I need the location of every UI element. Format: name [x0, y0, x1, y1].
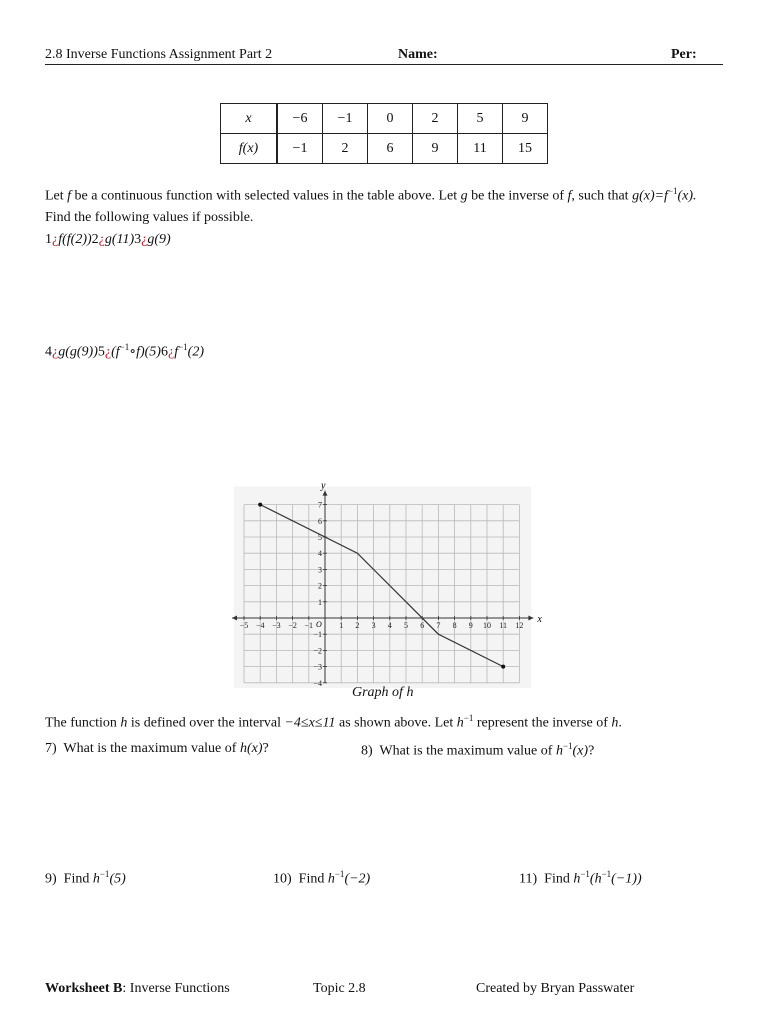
question-sup: −1: [334, 869, 345, 879]
question-text: Find: [544, 871, 574, 887]
question-number: 10): [273, 871, 292, 887]
intro-g: g: [460, 188, 468, 204]
y-axis-label: y: [321, 480, 326, 492]
intro-text: , such that: [571, 188, 633, 204]
problem-marker: ¿: [104, 344, 112, 360]
x-tick-label: 5: [404, 621, 408, 630]
question-text: Find: [298, 871, 328, 887]
intro-paragraph: [45, 181, 725, 228]
x-tick-label: 11: [499, 621, 508, 630]
question-post: (5): [109, 871, 126, 887]
x-tick-label: 1: [339, 621, 344, 630]
x-tick-label: 8: [452, 621, 457, 630]
question-number: 11): [519, 871, 538, 887]
intro-text: be the inverse of: [467, 188, 568, 204]
problem-number: 2: [91, 232, 99, 247]
intro-f: f: [67, 188, 72, 204]
desc-text: .: [618, 715, 622, 731]
question-end: ?: [262, 741, 269, 756]
y-tick-label: 4: [318, 549, 322, 559]
desc-text: as shown above. Let: [335, 715, 457, 731]
question-expr: h: [573, 871, 581, 887]
table-cell: 6: [368, 134, 413, 164]
question-10: [273, 869, 370, 888]
problem-4-expr: g(g(9)): [58, 344, 98, 360]
y-tick-label: 2: [318, 581, 322, 591]
y-tick-label: 1: [318, 597, 322, 607]
values-table: [220, 103, 548, 164]
problem-6-sup: −1: [178, 342, 188, 352]
x-tick-label: −2: [288, 621, 297, 630]
endpoint-dot: [501, 665, 505, 669]
question-end: ?: [588, 743, 595, 759]
question-9: [45, 869, 126, 888]
problem-number: 3: [134, 232, 142, 247]
question-mid: (h: [589, 871, 602, 887]
table-header-fx: f(x): [221, 134, 278, 164]
x-tick-label: −3: [272, 621, 281, 630]
x-tick-label: −4: [255, 621, 265, 630]
y-tick-label: −4: [313, 678, 322, 688]
problem-5-post: ∘f)(5): [129, 344, 161, 360]
desc-h: h: [611, 715, 619, 731]
x-tick-label: 6: [420, 621, 425, 630]
problem-marker: ¿: [52, 232, 59, 247]
function-description: [45, 713, 622, 732]
problem-number: 5: [97, 344, 105, 360]
table-cell: −1: [277, 134, 323, 164]
y-tick-label: −1: [313, 630, 322, 640]
table-cell: 0: [368, 104, 413, 134]
table-cell: −1: [323, 104, 368, 134]
intro-text: be a continuous function with selected values in the table above. Let: [71, 188, 461, 204]
question-post: (x): [572, 743, 589, 759]
desc-h: h: [120, 715, 128, 731]
footer-left: [45, 981, 230, 997]
table-cell: −6: [277, 104, 323, 134]
intro-text: Let: [45, 188, 68, 204]
x-tick-label: 9: [468, 621, 473, 630]
worksheet-title: 2.8 Inverse Functions Assignment Part 2: [45, 47, 273, 62]
desc-interval: −4≤x≤11: [284, 715, 336, 731]
question-number: 8): [361, 743, 373, 759]
problems-row-2: [45, 342, 204, 361]
question-expr: h: [555, 743, 563, 759]
per-label: Per:: [671, 47, 697, 62]
question-expr: h: [327, 871, 335, 887]
intro-gx: g(x)=f: [632, 188, 668, 204]
x-tick-label: 2: [355, 621, 360, 630]
y-tick-label: 6: [318, 516, 322, 526]
question-7: [45, 741, 269, 757]
x-tick-label: 7: [436, 621, 441, 630]
problem-number: 4: [45, 344, 52, 360]
desc-text: The function: [45, 715, 121, 731]
y-tick-label: 5: [318, 533, 322, 542]
desc-hinv: h: [456, 715, 464, 731]
question-sup: −1: [580, 869, 590, 879]
graph-of-h: [228, 478, 544, 688]
endpoint-dot: [258, 503, 262, 507]
question-sup: −1: [562, 741, 573, 751]
x-tick-label: 12: [515, 621, 524, 630]
table-cell: 2: [323, 134, 368, 164]
problem-marker: ¿: [98, 232, 105, 247]
question-sup: −1: [99, 869, 110, 879]
question-8: [361, 741, 594, 760]
footer-center: Topic 2.8: [313, 981, 366, 996]
table-row-fx: [221, 134, 548, 164]
problem-5-expr: (f: [111, 344, 120, 360]
x-tick-label: 3: [371, 621, 376, 630]
problem-number: 6: [160, 344, 168, 360]
footer-rest: : Inverse Functions: [122, 981, 230, 996]
problem-6-expr: f: [174, 344, 179, 360]
y-tick-label: 7: [318, 500, 322, 510]
x-tick-label: 4: [387, 621, 392, 630]
question-11: [519, 869, 642, 888]
question-sup: −1: [601, 869, 612, 879]
problem-marker: ¿: [167, 344, 175, 360]
question-expr: h(x): [239, 741, 263, 756]
table-row-x: [221, 104, 548, 134]
table-cell: 9: [413, 134, 458, 164]
problem-marker: ¿: [52, 344, 59, 360]
question-text: What is the maximum value of: [379, 743, 556, 759]
desc-sup: −1: [463, 713, 474, 723]
problem-5-sup: −1: [119, 342, 130, 352]
problem-3-expr: g(9): [147, 232, 171, 247]
footer-right: Created by Bryan Passwater: [476, 981, 635, 996]
desc-text: is defined over the interval: [127, 715, 285, 731]
problems-row-1: [45, 232, 171, 248]
graph-caption: Graph of h: [352, 685, 414, 700]
question-number: 7): [45, 741, 57, 756]
y-tick-label: −2: [313, 646, 322, 656]
question-text: What is the maximum value of: [63, 741, 240, 756]
intro-sup: −1: [667, 186, 678, 196]
intro-f: f: [567, 188, 572, 204]
table-cell: 2: [413, 104, 458, 134]
table-cell: 11: [458, 134, 503, 164]
x-tick-label: −5: [239, 621, 249, 630]
problem-marker: ¿: [141, 232, 148, 247]
table-cell: 5: [458, 104, 503, 134]
x-axis-label: x: [537, 614, 542, 625]
problem-number: 1: [45, 232, 52, 247]
x-tick-label: −1: [304, 621, 314, 630]
intro-x: (x).: [677, 188, 697, 204]
y-tick-label: 3: [318, 565, 322, 575]
intro-line2: Find the following values if possible.: [45, 209, 254, 225]
question-expr: h: [92, 871, 100, 887]
question-post: (−1)): [611, 871, 642, 887]
name-label: Name:: [398, 47, 438, 62]
footer-bold: Worksheet B: [45, 981, 123, 996]
problem-6-post: (2): [187, 344, 204, 360]
problem-1-expr: f(f(2)): [58, 232, 92, 247]
y-tick-label: −3: [313, 662, 322, 672]
table-cell: 15: [503, 134, 548, 164]
header-rule: [45, 64, 723, 65]
origin-label: O: [316, 620, 322, 629]
question-text: Find: [63, 871, 93, 887]
table-header-x: x: [221, 104, 278, 134]
problem-2-expr: g(11): [104, 232, 135, 247]
question-post: (−2): [344, 871, 371, 887]
table-cell: 9: [503, 104, 548, 134]
x-tick-label: 10: [483, 621, 491, 630]
desc-text: represent the inverse of: [473, 715, 612, 731]
question-number: 9): [45, 871, 57, 887]
